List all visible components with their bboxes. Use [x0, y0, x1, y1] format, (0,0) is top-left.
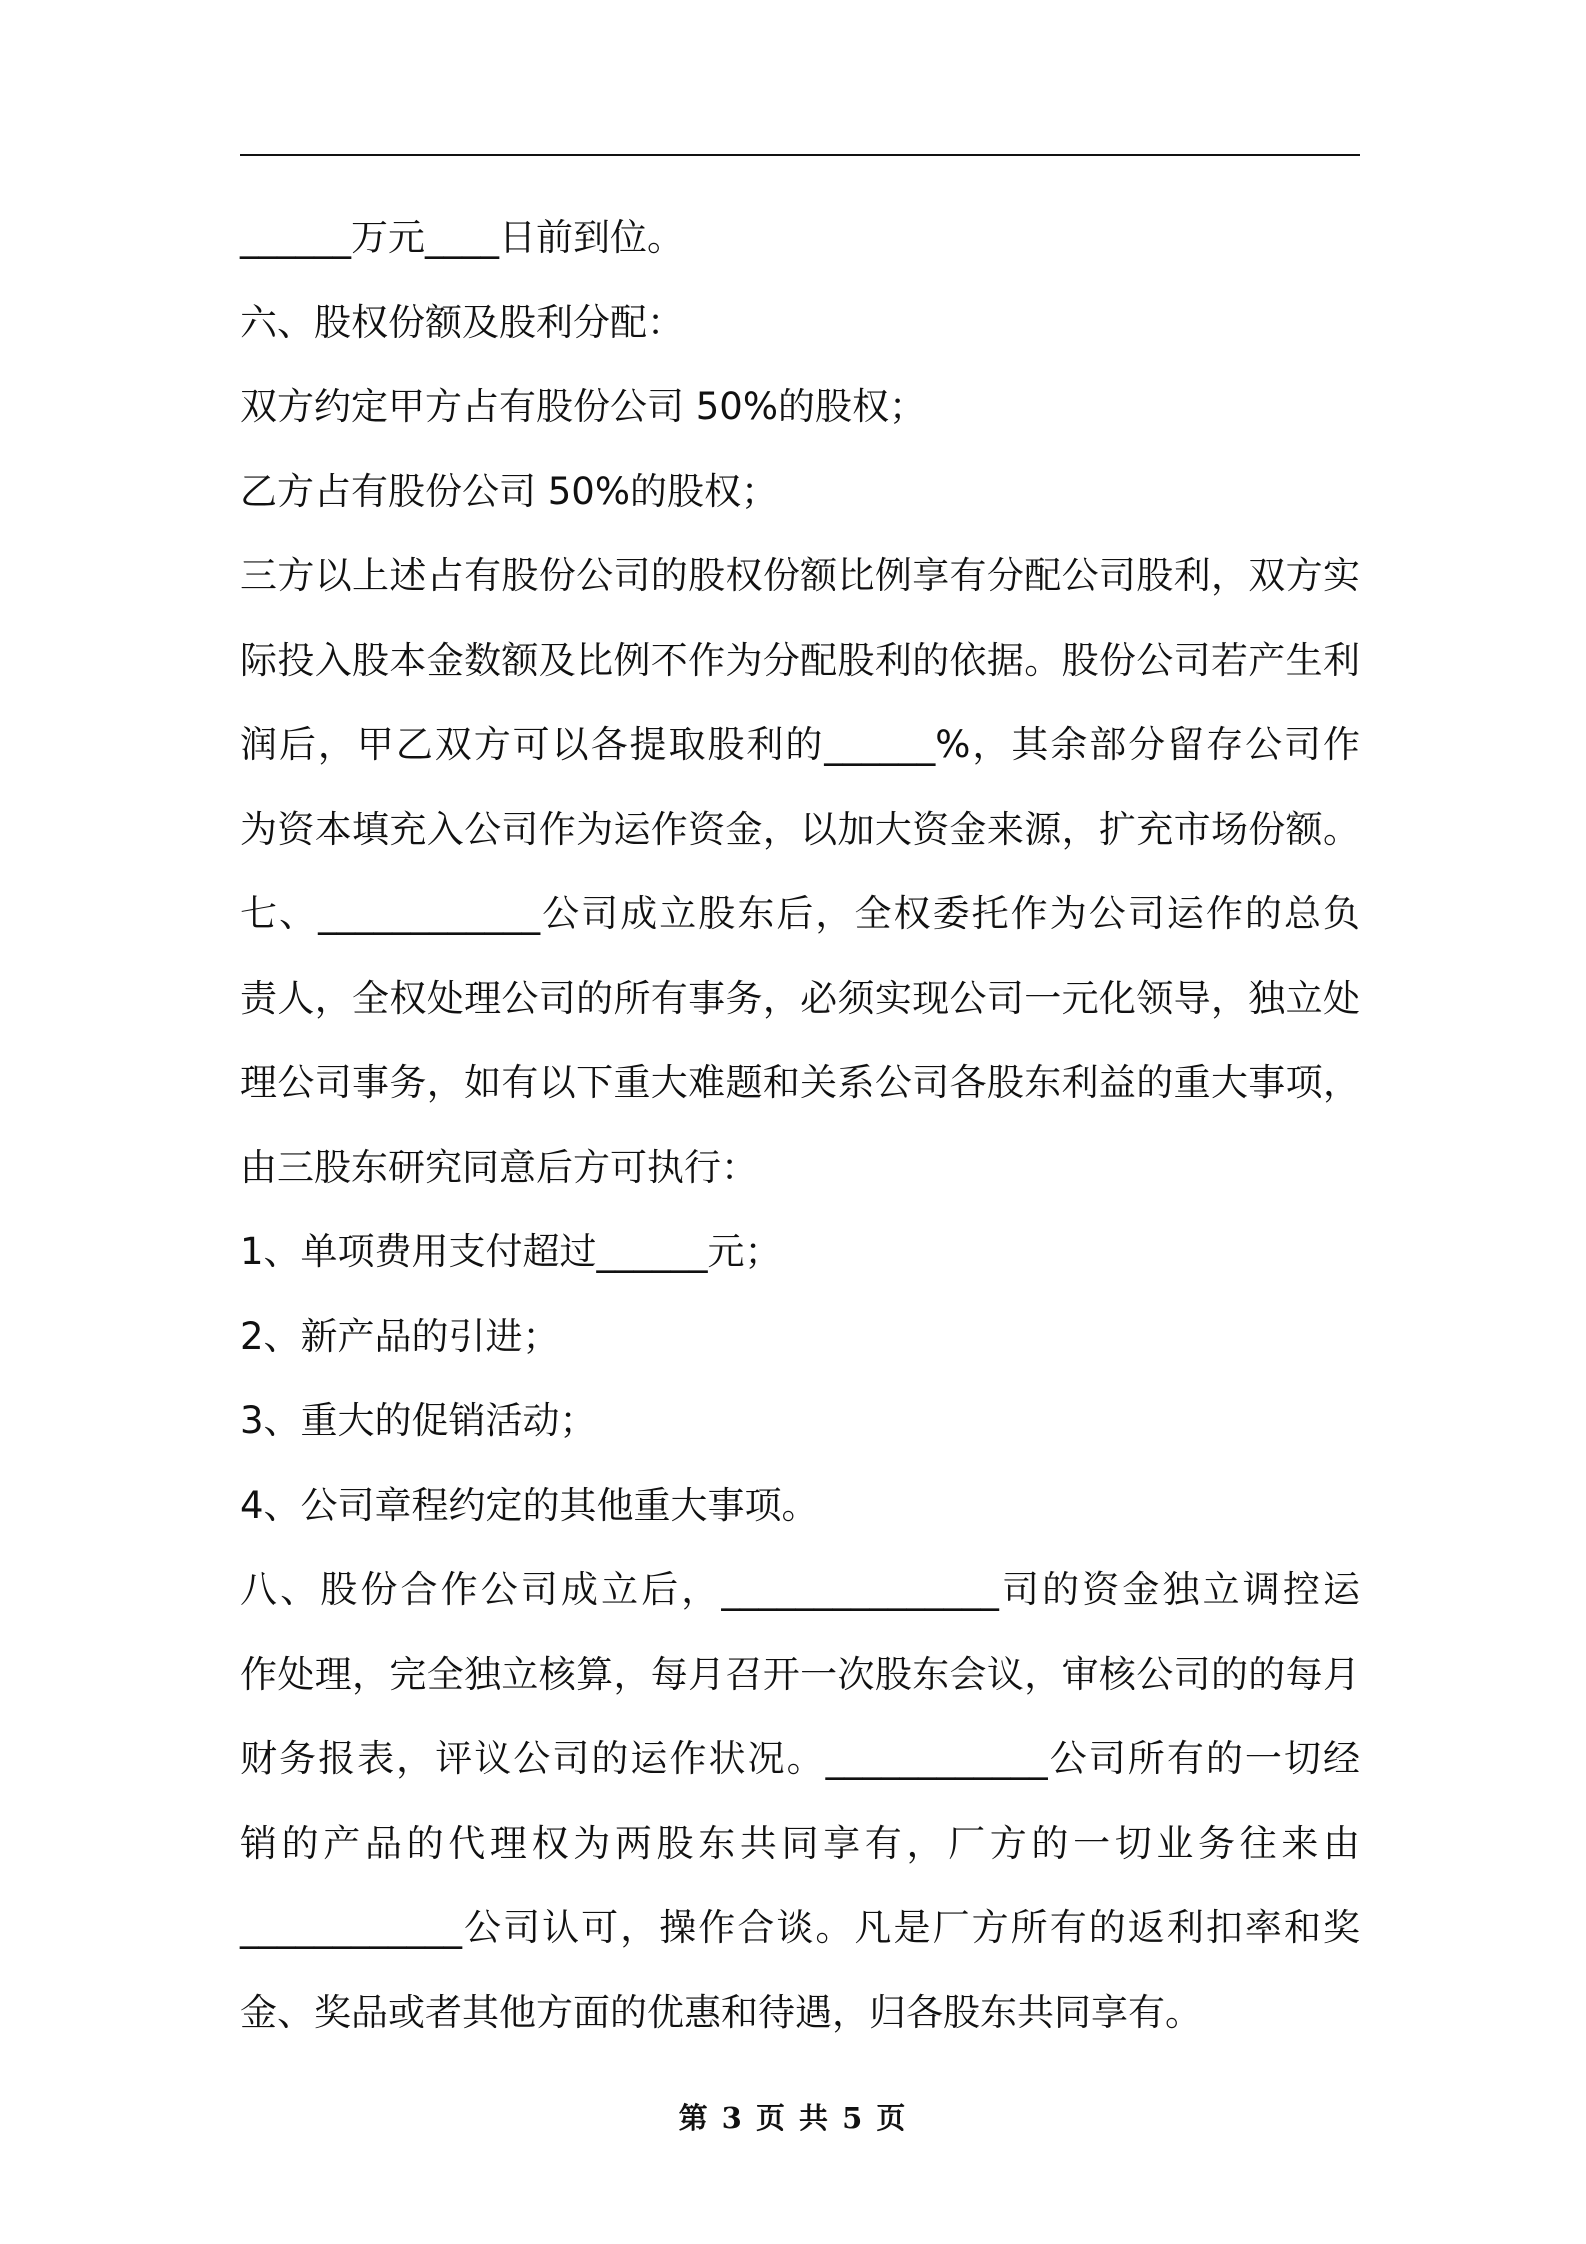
text-line: 乙方占有股份公司 50%的股权；: [240, 469, 778, 513]
text-line: 作处理，完全独立核算，每月召开一次股东会议，审核公司的的每月: [240, 1652, 1360, 1696]
text-line: 3、重大的促销活动；: [240, 1399, 597, 1442]
page-number-footer: 第 3 页 共 5 页: [678, 2101, 908, 2135]
text-line: 双方约定甲方占有股份公司 50%的股权；: [240, 385, 926, 428]
text-line: 财务报表，评议公司的运作状况。____________公司所有的一切经: [240, 1737, 1360, 1780]
text-line: 三方以上述占有股份公司的股权份额比例享有分配公司股利，双方实: [240, 554, 1360, 597]
text-line: 由三股东研究同意后方可执行：: [240, 1145, 758, 1189]
text-line: 为资本填充入公司作为运作资金，以加大资金来源，扩充市场份额。: [240, 807, 1360, 851]
text-line: 六、股权份额及股利分配：: [240, 300, 684, 344]
text-line: 责人，全权处理公司的所有事务，必须实现公司一元化领导，独立处: [240, 976, 1360, 1020]
text-line: 销的产品的代理权为两股东共同享有，厂方的一切业务往来由: [240, 1821, 1360, 1865]
text-line: 八、股份合作公司成立后，_______________司的资金独立调控运: [240, 1568, 1360, 1611]
text-line: 际投入股本金数额及比例不作为分配股利的依据。股份公司若产生利: [240, 638, 1360, 682]
text-line: 1、单项费用支付超过______元；: [240, 1230, 782, 1273]
text-line: ____________公司认可，操作合谈。凡是厂方所有的返利扣率和奖: [240, 1906, 1360, 1949]
text-line: ______万元____日前到位。: [240, 216, 684, 259]
text-line: 理公司事务，如有以下重大难题和关系公司各股东利益的重大事项，: [240, 1061, 1360, 1104]
document-body: [240, 196, 1360, 2055]
header-divider: [240, 154, 1360, 156]
text-line: 2、新产品的引进；: [240, 1314, 560, 1358]
text-line: 4、公司章程约定的其他重大事项。: [240, 1483, 819, 1527]
text-line: 七、____________公司成立股东后，全权委托作为公司运作的总负: [240, 892, 1360, 935]
text-line: 润后，甲乙双方可以各提取股利的______%，其余部分留存公司作: [240, 723, 1360, 766]
text-line: 金、奖品或者其他方面的优惠和待遇，归各股东共同享有。: [240, 1990, 1202, 2034]
